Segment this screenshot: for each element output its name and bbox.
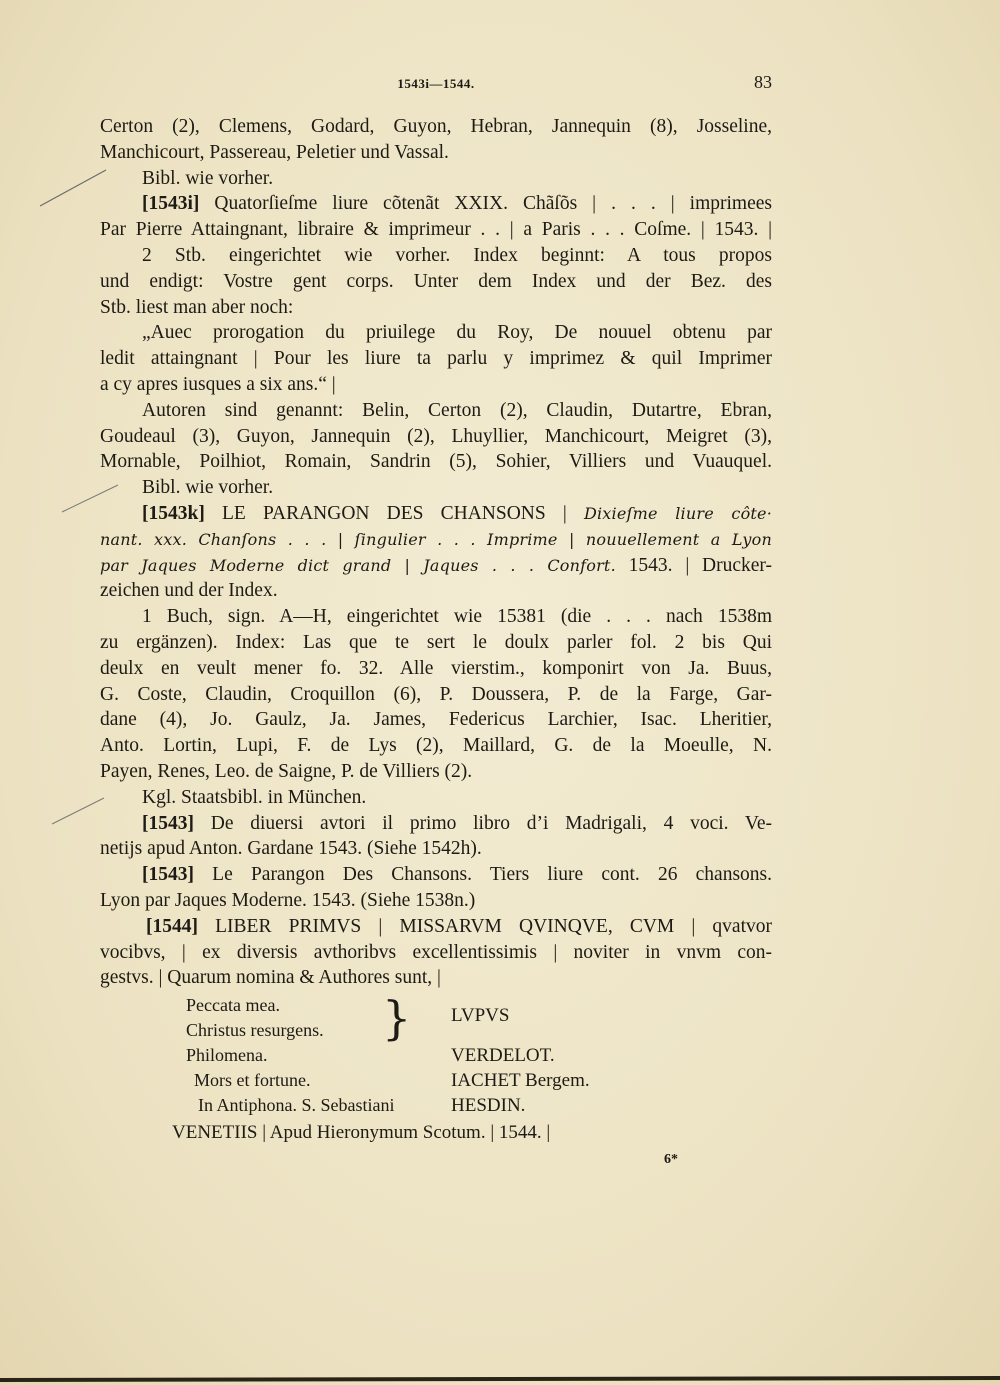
text-line: netijs apud Anton. Gardane 1543. (Siehe 1542h).	[100, 838, 482, 860]
page-bottom-edge	[0, 1378, 1000, 1380]
text-line: Bibl. wie vorher.	[142, 477, 274, 499]
text-line: Goudeaul (3), Guyon, Jannequin (2), Lhuyllier, Manchicourt, Meigret (3),	[100, 425, 772, 447]
entry-line: [1543] De diuersi avtori il primo libro d’i Madrigali, 4 voci. Ve-	[142, 812, 772, 834]
entry-line: [1543k] LE PARANGON DES CHANSONS | Dixieſme liure côte·	[142, 502, 772, 524]
entry-key: [1543i]	[142, 193, 200, 215]
text-line: zeichen und der Index.	[100, 580, 278, 602]
text-line: G. Coste, Claudin, Croquillon (6), P. Doussera, P. de la Farge, Gar-	[100, 683, 772, 705]
text-line: Anto. Lortin, Lupi, F. de Lys (2), Maillard, G. de la Moeulle, N.	[100, 735, 772, 757]
entry-key: [1544]	[146, 915, 198, 937]
text-line: dane (4), Jo. Gaulz, Ja. James, Federicus Larchier, Isac. Lheritier,	[100, 709, 772, 731]
text-line: a cy apres iusques a six ans.“ |	[100, 373, 336, 395]
pencil-mark-3	[52, 798, 104, 824]
work-title: Christus resurgens.	[186, 1020, 324, 1040]
text-line: gestvs. | Quarum nomina & Authores sunt, |	[100, 967, 441, 989]
work-title: Mors et fortune.	[194, 1070, 311, 1090]
page-header	[100, 72, 772, 98]
table-row	[186, 1043, 656, 1068]
text-line	[100, 527, 772, 553]
text-line: „Auec prorogation du priuilege du Roy, De nouuel obtenu par	[142, 322, 772, 344]
running-head: 1543i—1544.	[397, 76, 475, 91]
work-author: HESDIN.	[451, 1095, 526, 1116]
mass-contents-table	[186, 993, 656, 1118]
brace-author: LVPVS	[451, 1005, 510, 1026]
text-line: par Jaques Moderne dict grand | Jaques . . . Confort. 1543. | Drucker-	[100, 554, 773, 576]
text-line: 2 Stb. eingerichtet wie vorher. Index beginnt: A tous propos	[142, 244, 772, 266]
brace-symbol: }	[382, 991, 412, 1045]
text-line: deulx en veult mener fo. 32. Alle vierstim., komponirt von Ja. Buus,	[100, 657, 772, 679]
entry-key: [1543]	[142, 812, 194, 834]
work-title: Peccata mea.	[186, 995, 280, 1015]
work-author: VERDELOT.	[451, 1045, 555, 1066]
entry-line: [1544] LIBER PRIMVS | MISSARVM QVINQVE, CVM | qvatvor	[146, 915, 772, 937]
body-text	[100, 114, 772, 991]
table-row	[186, 1068, 656, 1093]
table-row	[186, 1018, 656, 1043]
text-line: Stb. liest man aber noch:	[100, 296, 294, 318]
entry-line: [1543] Le Parangon Des Chansons. Tiers liure cont. 26 chansons.	[142, 864, 772, 886]
entry-key: [1543]	[142, 864, 194, 886]
text-line: zu ergänzen). Index: Las que te sert le doulx parler fol. 2 bis Qui	[100, 631, 772, 653]
text-line: Payen, Renes, Leo. de Saigne, P. de Villiers (2).	[100, 760, 473, 782]
text-line: Autoren sind genannt: Belin, Certon (2), Claudin, Dutartre, Ebran,	[142, 399, 772, 421]
imprint-line: VENETIIS | Apud Hieronymum Scotum. | 1544. |	[172, 1122, 551, 1143]
table-row	[186, 993, 656, 1018]
text-line: und endigt: Vostre gent corps. Unter dem Index und der Bez. des	[100, 270, 772, 292]
blackletter-text: nant. xxx. Chanſons . . . | ſingulier . . . Imprime | nouuellement a Lyon	[100, 529, 772, 549]
text-line: ledit attaingnant | Pour les liure ta parlu y imprimez & quil Imprimer	[100, 348, 772, 370]
signature-mark: 6*	[664, 1152, 678, 1167]
table-row	[186, 1093, 656, 1118]
text-line: Mornable, Poilhiot, Romain, Sandrin (5), Sohier, Villiers und Vuauquel.	[100, 451, 772, 473]
text-line: Kgl. Staatsbibl. in München.	[142, 786, 367, 808]
entry-line: [1543i] Quatorſieſme liure cõtenãt XXIX. Chãſõs | . . . | imprimees	[142, 193, 772, 215]
text-line: Bibl. wie vorher.	[142, 167, 274, 189]
text-line: 1 Buch, sign. A—H, eingerichtet wie 15381 (die . . . nach 1538m	[142, 606, 772, 628]
text-line: Certon (2), Clemens, Godard, Guyon, Hebran, Jannequin (8), Josseline,	[100, 116, 772, 137]
page-number: 83	[754, 72, 772, 92]
text-line: Lyon par Jaques Moderne. 1543. (Siehe 1538n.)	[100, 889, 476, 911]
pencil-mark-1	[40, 170, 106, 206]
blackletter-text: par Jaques Moderne dict grand | Jaques . . . Confort.	[100, 555, 616, 575]
work-title: In Antiphona. S. Sebastiani	[198, 1095, 395, 1115]
entry-key: [1543k]	[142, 502, 205, 524]
text-line: Par Pierre Attaingnant, libraire & imprimeur . . | a Paris . . . Coſme. | 1543. |	[100, 219, 772, 241]
text-line: Manchicourt, Passereau, Peletier und Vassal.	[100, 141, 449, 163]
text-line: vocibvs, | ex diversis avthoribvs excellentissimis | noviter in vnvm con-	[100, 941, 772, 963]
work-title: Philomena.	[186, 1045, 268, 1065]
work-author: IACHET Bergem.	[451, 1070, 590, 1091]
blackletter-text: Dixieſme liure côte·	[583, 503, 772, 523]
